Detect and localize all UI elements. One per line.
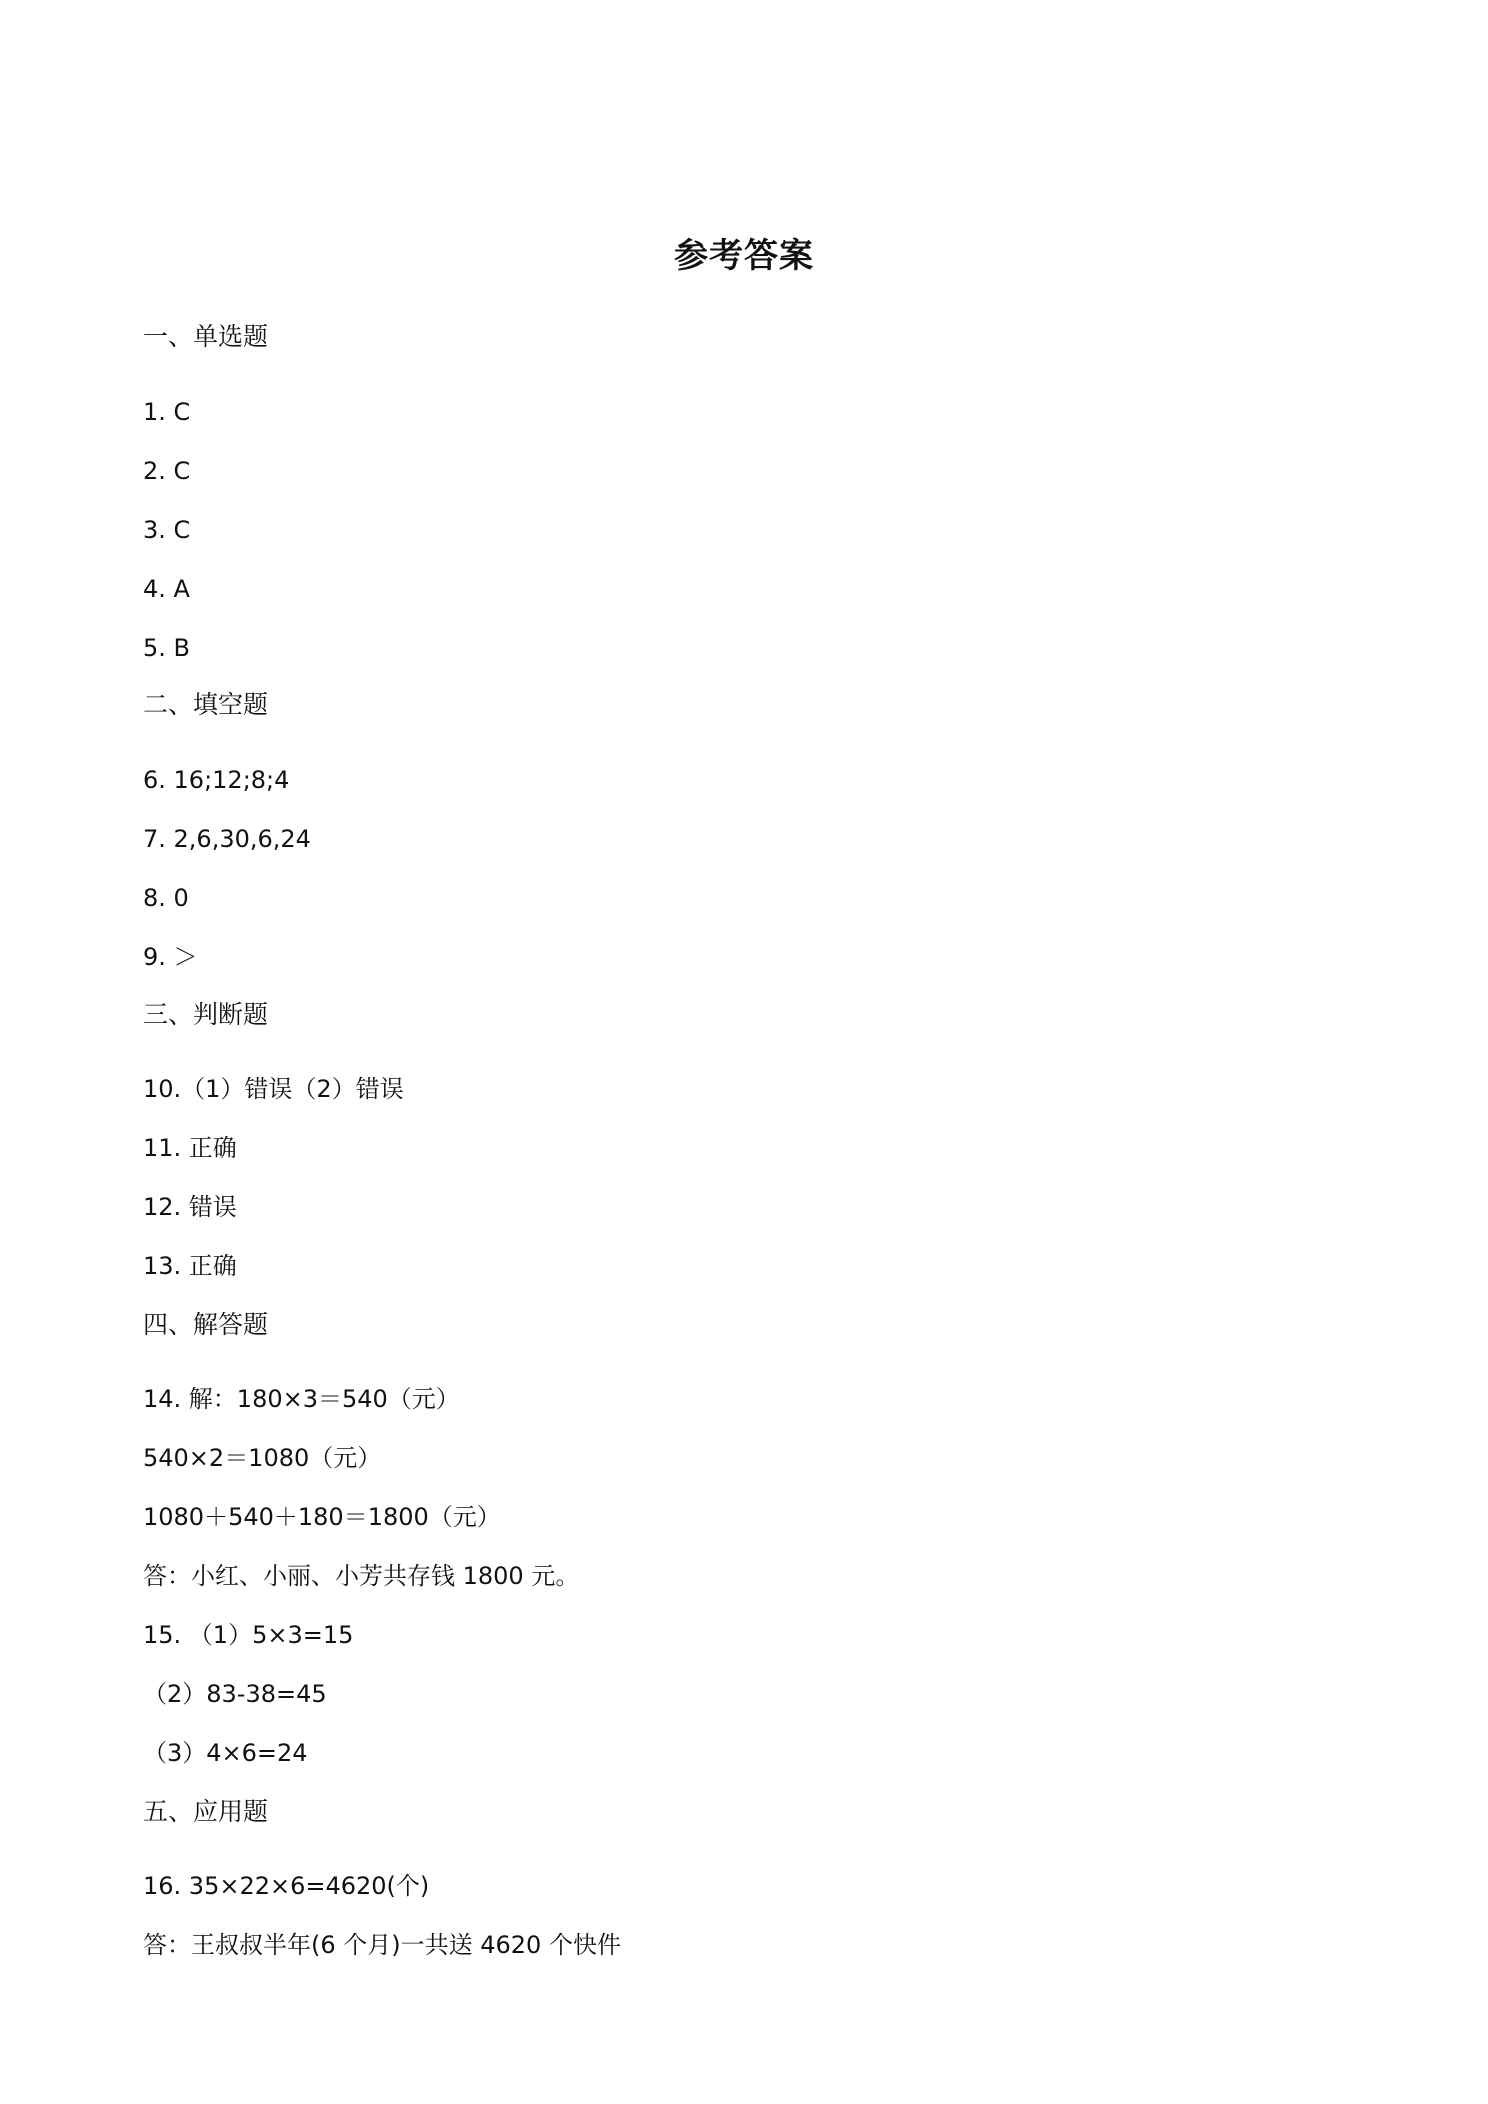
answer-16-line-1: 16. 35×22×6=4620(个) [143, 1872, 430, 1900]
answer-7: 7. 2,6,30,6,24 [143, 825, 311, 853]
answer-8: 8. 0 [143, 884, 189, 912]
answer-4: 4. A [143, 575, 190, 603]
section-single-choice: 一、单选题 [143, 322, 269, 351]
answer-14-line-1: 14. 解：180×3＝540（元） [143, 1385, 460, 1413]
answer-2: 2. C [143, 457, 191, 485]
answer-6: 6. 16;12;8;4 [143, 766, 290, 794]
answer-1: 1. C [143, 398, 191, 426]
section-application: 五、应用题 [143, 1797, 269, 1826]
answer-14-line-4: 答：小红、小丽、小芳共存钱 1800 元。 [143, 1562, 580, 1590]
answer-15-line-1: 15. （1）5×3=15 [143, 1621, 354, 1649]
answer-10: 10.（1）错误（2）错误 [143, 1075, 404, 1103]
answer-3: 3. C [143, 516, 191, 544]
answer-16-line-2: 答：王叔叔半年(6 个月)一共送 4620 个快件 [143, 1931, 621, 1959]
section-solve: 四、解答题 [143, 1310, 269, 1339]
section-fill-blank: 二、填空题 [143, 690, 269, 719]
answer-15-line-3: （3）4×6=24 [143, 1739, 308, 1767]
answer-11: 11. 正确 [143, 1134, 237, 1162]
answer-14-line-2: 540×2＝1080（元） [143, 1444, 382, 1472]
section-true-false: 三、判断题 [143, 1000, 269, 1029]
answer-14-line-3: 1080＋540＋180＝1800（元） [143, 1503, 501, 1531]
answer-5: 5. B [143, 634, 190, 662]
page-title: 参考答案 [674, 236, 814, 276]
answer-15-line-2: （2）83-38=45 [143, 1680, 327, 1708]
answer-13: 13. 正确 [143, 1252, 237, 1280]
answer-9: 9. ＞ [143, 943, 198, 971]
answer-12: 12. 错误 [143, 1193, 237, 1221]
